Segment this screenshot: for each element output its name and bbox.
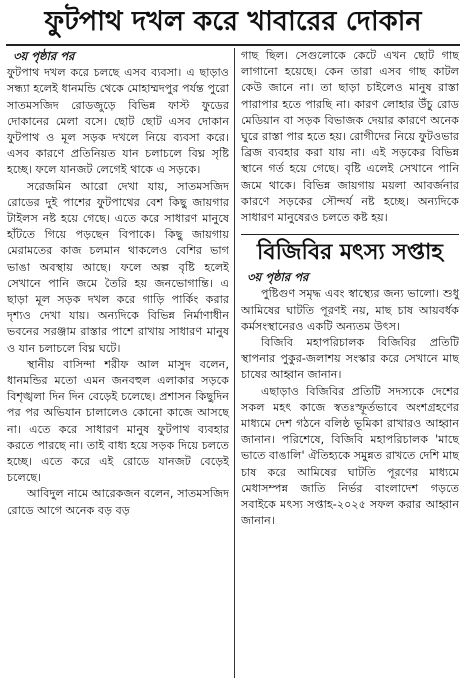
paragraph: আবিদুল নামে আরেকজন বলেন, সাতমসজিদ রোডে আগে অনেক বড় বড় [7, 487, 229, 517]
right-column [241, 48, 459, 529]
paragraph: বিজিবি মহাপরিচালক বিজিবির প্রতিটি স্থাপনার পুকুর-জলাশয় সংস্কার করে সেখানে মাছ চাষের আহ্বান জানান। [241, 336, 459, 382]
paragraph: ফুটপাথ দখল করে চলছে এসব ব্যবসা। এ ছাড়াও সন্ধ্যা হলেই ধানমন্ডি থেকে মোহাম্মদপুর পর্যন্ত পুরো সাতমসজিদ রোডজুড়ে বিভিন্ন ফাস্ট ফুডের দোকানের মেলা বসে। ছোট ছোট এসব দোকান ফুটপাথ ও মূল সড়ক দখলে নিয়ে ব্যবসা করে। এসব কারণে প্রতিনিয়ত যান চলাচলে বিঘ্ন সৃষ্টি হচ্ছে। ফলে যানজট লেগেই থাকে এ সড়কে। [7, 66, 229, 177]
section-rule [241, 234, 459, 235]
continuation-label: ৩য় পৃষ্ঠার পর [13, 49, 75, 63]
column-divider [234, 48, 235, 678]
headline-rule [6, 44, 460, 46]
paragraph: পুষ্টিগুণ সমৃদ্ধ এবং স্বাস্থ্যের জন্য ভালো। শুধু আমিষের ঘাটতি পূরণই নয়, মাছ চাষ আয়বর্ধক কর্মসংস্থানেরও একটি অন্যতম উৎস। [241, 287, 459, 333]
paragraph: সরেজমিন আরো দেখা যায়, সাতমসজিদ রোডের দুই পাশের ফুটপাথের বেশ কিছু জায়গার টাইলস নষ্ট হয়ে গেছে। এতে করে সাধারণ মানুষে হাঁটতে গিয়ে পড়ছেন বিপাকে। কিছু জায়গায় মেরামতের কাজ চলমান থাকলেও বেশির ভাগ ভাঙা অবস্থায় আছে। ফলে অল্প বৃষ্টি হলেই সেখানে পানি জমে তৈরি হয় জনভোগান্তি। এ ছাড়া মূল সড়ক দখল করে গাড়ি পার্কিং করার দৃশ্যও দেখা যায়। অন্যদিকে বিভিন্ন নির্মাণাধীন ভবনের সরঞ্জাম রাস্তার পাশে রাখায় সাধারণ মানুষ ও যান চলাচলে বিঘ্ন ঘটে। [7, 179, 229, 355]
left-column [7, 48, 229, 519]
paragraph: স্থানীয় বাসিন্দা শরীফ আল মাসুদ বলেন, ধানমন্ডির মতো এমন জনবহুল এলাকার সড়কে বিশৃঙ্খলা দিন দিন বেড়েই চলেছে। প্রশাসন কিছুদিন পর পর অভিযান চালালেও কোনো কাজে আসছে না। এতে করে সাধারণ মানুষ ফুটপাথ ব্যবহার করতে পারছে না। তাই বাধ্য হয়ে সড়ক দিয়ে চলতে হচ্ছে। এতে করে এই রোডে যানজট বেড়েই চলেছে। [7, 357, 229, 485]
paragraph: এছাড়াও বিজিবির প্রতিটি সদস্যকে দেশের সকল মহৎ কাজে স্বতঃস্ফূর্তভাবে অংশগ্রহণের মাধ্যমে দেশ গঠনে বলিষ্ঠ ভূমিকা রাখারও আহ্বান জানান। পরিশেষে, বিজিবি মহাপরিচালক 'মাছে ভাতে বাঙালি' ঐতিহ্যকে সমুন্নত রাখতে দেশি মাছ চাষ করে আমিষের ঘাটতি পূরণের মাধ্যমে মেধাসম্পন্ন জাতি নির্ভর বাংলাদেশ গড়তে সবাইকে মৎস্য সপ্তাহ-২০২৫ সফল করার আহ্বান জানান। [241, 384, 459, 528]
paragraph: গাছ ছিল। সেগুলোকে কেটে এখন ছোট গাছ লাগানো হয়েছে। কেন তারা এসব গাছ কাটল কেউ জানে না। তা ছাড়া চাইলেও মানুষ রাস্তা পারাপার হতে পারছি না। কারণ লোহার উঁচু রোড মেডিয়ান বা সড়ক বিভাজক দেয়ার কারণে অনেক ঘুরে রাস্তা পার হতে হয়। রোগীদের নিয়ে ফুটওভার ব্রিজ ব্যবহার করা যায় না। এই সড়কের বিভিন্ন স্থানে গর্ত হয়ে গেছে। বৃষ্টি এলেই সেখানে পানি জমে থাকে। বিভিন্ন জায়গায় ময়লা আবর্জনার কারণে সড়কের সৌন্দর্য নষ্ট হচ্ছে। অন্যদিকে সাধারণ মানুষেরও চলতে কষ্ট হয়। [241, 49, 459, 225]
subheadline: বিজিবির মৎস্য সপ্তাহ [257, 240, 443, 266]
continuation-label: ৩য় পৃষ্ঠার পর [247, 270, 309, 285]
article-headline: ফুটপাথ দখল করে খাবারের দোকান [44, 6, 422, 37]
